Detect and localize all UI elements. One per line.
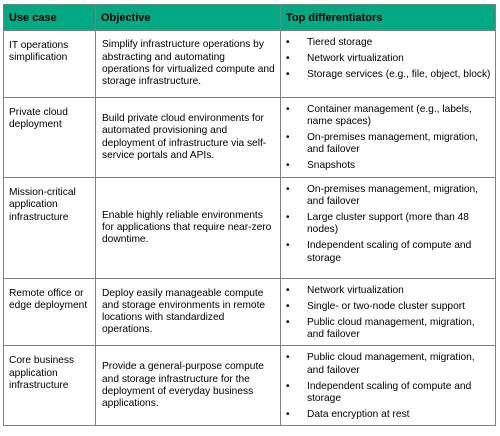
- use-case-cell: Remote office or edge deployment: [4, 279, 96, 346]
- list-item: [285, 37, 491, 49]
- differentiator-text: Tiered storage: [307, 37, 373, 48]
- list-item: [285, 409, 491, 421]
- table-row: [4, 31, 496, 98]
- differentiator-text: On-premises management, migration, and failover: [307, 132, 478, 156]
- bullet-icon: •: [286, 37, 290, 48]
- use-case-cell: Core business application infrastructure: [4, 346, 96, 426]
- differentiators-list: [285, 352, 491, 421]
- header-row: [4, 5, 496, 31]
- list-item: [285, 301, 491, 313]
- differentiators-cell: [281, 98, 496, 178]
- differentiator-text: Network virtualization: [307, 285, 404, 296]
- bullet-icon: •: [286, 240, 290, 252]
- table-row: [4, 279, 496, 346]
- bullet-icon: •: [286, 380, 290, 392]
- differentiator-text: Independent scaling of compute and storage: [307, 240, 472, 264]
- differentiator-text: Public cloud management, migration, and failover: [307, 316, 475, 341]
- bullet-icon: •: [286, 104, 290, 115]
- objective-cell: Deploy easily manageable compute and storage environments in remote locations with standardized operations.: [96, 279, 281, 346]
- differentiators-cell: [281, 279, 496, 346]
- differentiator-text: Single- or two-node cluster support: [307, 300, 465, 312]
- bullet-icon: •: [286, 352, 290, 364]
- list-item: [285, 132, 491, 157]
- list-item: [285, 53, 491, 65]
- bullet-icon: •: [286, 300, 290, 312]
- bullet-icon: •: [286, 68, 290, 80]
- differentiator-text: Storage services (e.g., file, object, block): [307, 68, 491, 80]
- differentiators-list: [285, 37, 491, 81]
- differentiators-cell: [281, 31, 496, 98]
- bullet-icon: •: [286, 408, 290, 420]
- differentiators-list: [285, 104, 491, 173]
- use-case-table-container: [3, 4, 495, 426]
- use-case-cell: Mission-critical application infrastructure: [4, 178, 96, 279]
- list-item: [285, 381, 491, 406]
- list-item: [285, 184, 491, 209]
- differentiator-text: Network virtualization: [307, 52, 404, 64]
- bullet-icon: •: [286, 132, 290, 144]
- list-item: [285, 285, 491, 297]
- list-item: [285, 240, 491, 265]
- objective-cell: Simplify infrastructure operations by abstracting and automating operations for virtualized compute and storage infrastructure.: [96, 31, 281, 98]
- differentiator-text: Independent scaling of compute and storage: [307, 380, 472, 404]
- objective-cell: Enable highly reliable environments for applications that require near-zero downtime.: [96, 178, 281, 279]
- differentiator-text: Large cluster support (more than 48 nodes): [307, 212, 469, 236]
- bullet-icon: •: [286, 52, 290, 64]
- differentiator-text: Data encryption at rest: [307, 408, 410, 420]
- bullet-icon: •: [286, 184, 290, 195]
- objective-cell: Provide a general-purpose compute and storage infrastructure for the deployment of everyday business applications.: [96, 346, 281, 426]
- differentiators-cell: [281, 178, 496, 279]
- header-use-case: Use case: [4, 5, 96, 31]
- list-item: [285, 212, 491, 237]
- list-item: [285, 104, 491, 129]
- differentiator-text: On-premises management, migration, and failover: [307, 184, 478, 208]
- differentiators-cell: [281, 346, 496, 426]
- differentiator-text: Snapshots: [307, 160, 356, 172]
- list-item: [285, 160, 491, 172]
- bullet-icon: •: [286, 212, 290, 224]
- table-row: [4, 346, 496, 426]
- bullet-icon: •: [286, 160, 290, 172]
- differentiator-text: Container management (e.g., labels, name spaces): [307, 104, 472, 128]
- use-case-cell: IT operations simplification: [4, 31, 96, 98]
- list-item: [285, 317, 491, 342]
- bullet-icon: •: [286, 316, 290, 328]
- header-top-differentiators: Top differentiators: [281, 5, 496, 31]
- differentiators-list: [285, 184, 491, 265]
- differentiators-list: [285, 285, 491, 341]
- use-case-table: [3, 4, 496, 426]
- header-objective: Objective: [96, 5, 281, 31]
- bullet-icon: •: [286, 285, 290, 296]
- list-item: [285, 352, 491, 377]
- table-row: [4, 98, 496, 178]
- differentiator-text: Public cloud management, migration, and failover: [307, 352, 475, 376]
- use-case-cell: Private cloud deployment: [4, 98, 96, 178]
- table-row: [4, 178, 496, 279]
- list-item: [285, 69, 491, 81]
- objective-cell: Build private cloud environments for automated provisioning and deployment of infrastructure via self-service portals and APIs.: [96, 98, 281, 178]
